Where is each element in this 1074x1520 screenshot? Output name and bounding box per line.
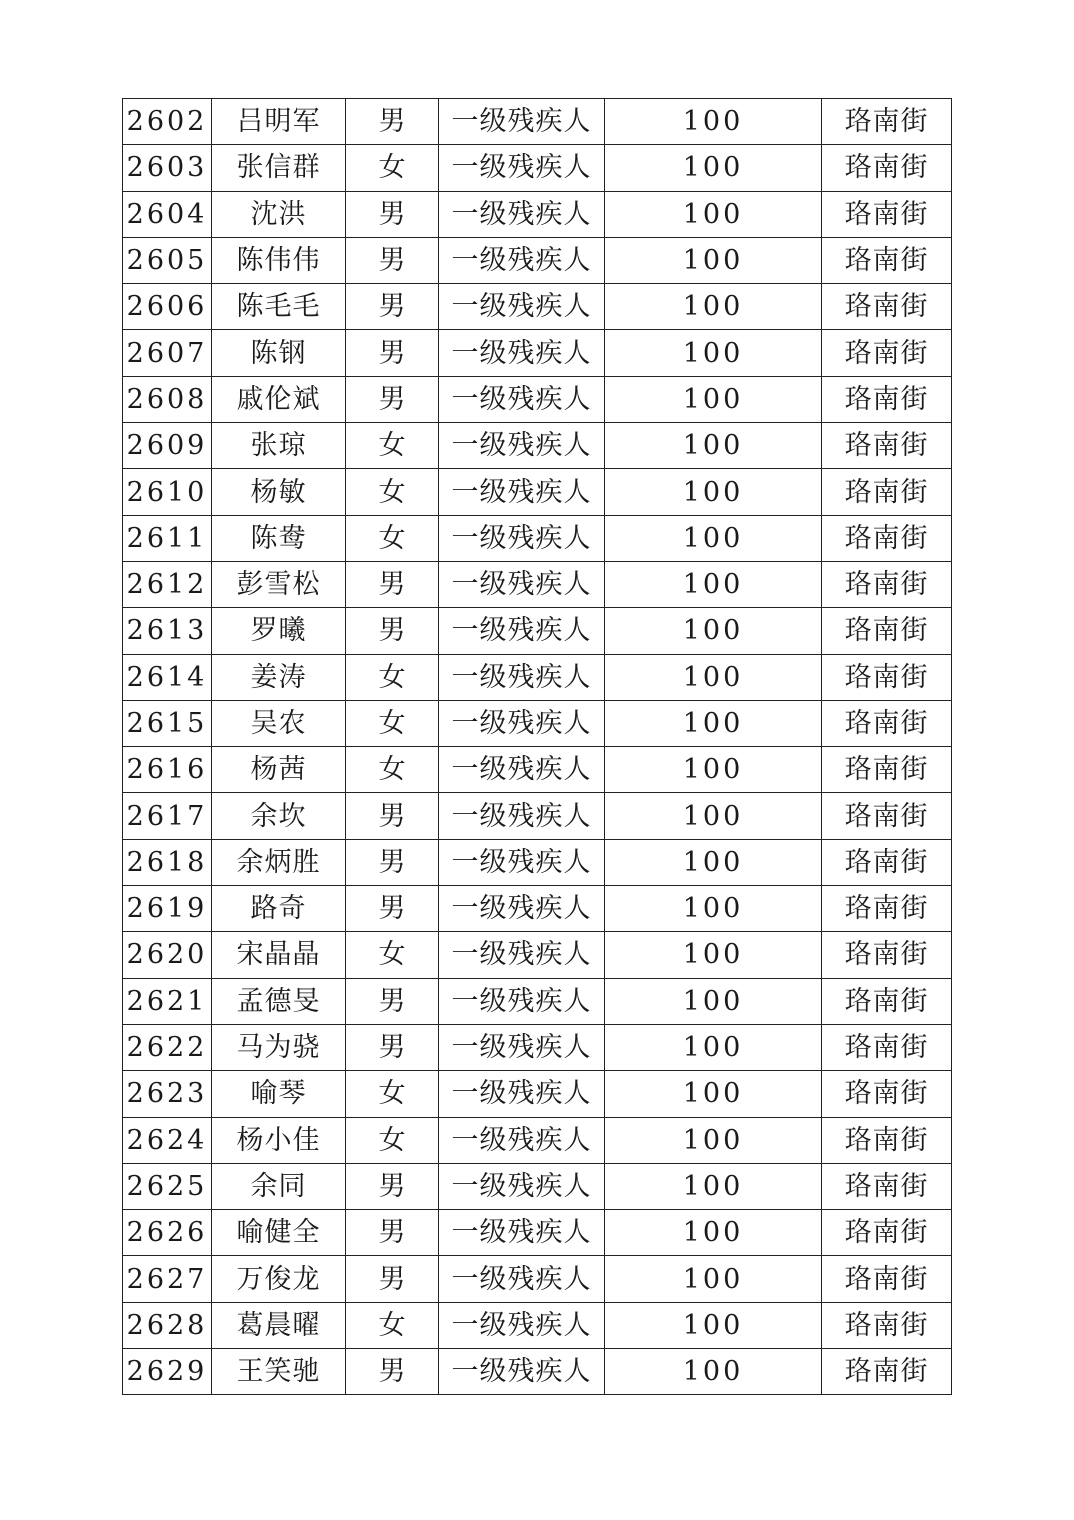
gender-cell: 男 [346,561,439,607]
table-row [123,1256,952,1302]
disability-category-cell: 一级残疾人 [439,654,605,700]
disability-category-cell: 一级残疾人 [439,1071,605,1117]
row-number-cell: 2618 [123,839,212,885]
amount-cell: 100 [605,561,822,607]
person-name-cell: 杨敏 [212,469,346,515]
gender-cell: 男 [346,1256,439,1302]
row-number-cell: 2628 [123,1302,212,1348]
disability-category-cell: 一级残疾人 [439,1117,605,1163]
table-row [123,330,952,376]
street-cell: 珞南街 [822,1071,952,1117]
street-cell: 珞南街 [822,469,952,515]
person-name-cell: 陈鸯 [212,515,346,561]
amount-cell: 100 [605,1210,822,1256]
disability-category-cell: 一级残疾人 [439,747,605,793]
table-row [123,1024,952,1070]
disability-category-cell: 一级残疾人 [439,608,605,654]
amount-cell: 100 [605,376,822,422]
street-cell: 珞南街 [822,747,952,793]
person-name-cell: 杨小佳 [212,1117,346,1163]
gender-cell: 女 [346,700,439,746]
row-number-cell: 2602 [123,99,212,145]
row-number-cell: 2627 [123,1256,212,1302]
table-row [123,747,952,793]
amount-cell: 100 [605,1302,822,1348]
street-cell: 珞南街 [822,1349,952,1395]
person-name-cell: 孟德旻 [212,978,346,1024]
street-cell: 珞南街 [822,561,952,607]
street-cell: 珞南街 [822,839,952,885]
person-name-cell: 张信群 [212,145,346,191]
row-number-cell: 2620 [123,932,212,978]
amount-cell: 100 [605,145,822,191]
row-number-cell: 2616 [123,747,212,793]
gender-cell: 女 [346,747,439,793]
gender-cell: 女 [346,654,439,700]
person-name-cell: 喻琴 [212,1071,346,1117]
street-cell: 珞南街 [822,99,952,145]
amount-cell: 100 [605,608,822,654]
row-number-cell: 2629 [123,1349,212,1395]
street-cell: 珞南街 [822,793,952,839]
gender-cell: 男 [346,1024,439,1070]
amount-cell: 100 [605,793,822,839]
person-name-cell: 杨茜 [212,747,346,793]
disability-category-cell: 一级残疾人 [439,561,605,607]
table-row [123,978,952,1024]
table-row [123,1210,952,1256]
row-number-cell: 2622 [123,1024,212,1070]
street-cell: 珞南街 [822,1210,952,1256]
amount-cell: 100 [605,469,822,515]
amount-cell: 100 [605,1117,822,1163]
row-number-cell: 2603 [123,145,212,191]
table-row [123,191,952,237]
gender-cell: 女 [346,515,439,561]
street-cell: 珞南街 [822,1024,952,1070]
table-row [123,561,952,607]
amount-cell: 100 [605,700,822,746]
street-cell: 珞南街 [822,700,952,746]
street-cell: 珞南街 [822,284,952,330]
row-number-cell: 2612 [123,561,212,607]
table-row [123,1349,952,1395]
street-cell: 珞南街 [822,886,952,932]
table-row [123,423,952,469]
person-name-cell: 陈毛毛 [212,284,346,330]
table-row [123,284,952,330]
row-number-cell: 2607 [123,330,212,376]
table-row [123,469,952,515]
gender-cell: 女 [346,1302,439,1348]
person-name-cell: 彭雪松 [212,561,346,607]
disability-category-cell: 一级残疾人 [439,284,605,330]
gender-cell: 女 [346,1071,439,1117]
gender-cell: 男 [346,608,439,654]
row-number-cell: 2625 [123,1163,212,1209]
row-number-cell: 2609 [123,423,212,469]
row-number-cell: 2614 [123,654,212,700]
street-cell: 珞南街 [822,932,952,978]
gender-cell: 男 [346,1349,439,1395]
row-number-cell: 2613 [123,608,212,654]
row-number-cell: 2623 [123,1071,212,1117]
disability-category-cell: 一级残疾人 [439,145,605,191]
row-number-cell: 2617 [123,793,212,839]
table-row [123,376,952,422]
gender-cell: 男 [346,978,439,1024]
disability-category-cell: 一级残疾人 [439,237,605,283]
disability-category-cell: 一级残疾人 [439,1349,605,1395]
gender-cell: 女 [346,932,439,978]
disability-category-cell: 一级残疾人 [439,1163,605,1209]
table-row [123,237,952,283]
gender-cell: 男 [346,237,439,283]
disability-category-cell: 一级残疾人 [439,793,605,839]
amount-cell: 100 [605,978,822,1024]
gender-cell: 男 [346,330,439,376]
person-name-cell: 陈钢 [212,330,346,376]
gender-cell: 男 [346,99,439,145]
amount-cell: 100 [605,1024,822,1070]
table-row [123,99,952,145]
table-row [123,608,952,654]
disability-category-cell: 一级残疾人 [439,423,605,469]
street-cell: 珞南街 [822,423,952,469]
roster-table [122,98,952,1395]
person-name-cell: 吕明军 [212,99,346,145]
row-number-cell: 2605 [123,237,212,283]
gender-cell: 男 [346,793,439,839]
amount-cell: 100 [605,423,822,469]
disability-category-cell: 一级残疾人 [439,1210,605,1256]
amount-cell: 100 [605,886,822,932]
person-name-cell: 万俊龙 [212,1256,346,1302]
person-name-cell: 张琼 [212,423,346,469]
amount-cell: 100 [605,1071,822,1117]
amount-cell: 100 [605,1163,822,1209]
row-number-cell: 2611 [123,515,212,561]
row-number-cell: 2610 [123,469,212,515]
amount-cell: 100 [605,237,822,283]
amount-cell: 100 [605,330,822,376]
person-name-cell: 马为骁 [212,1024,346,1070]
street-cell: 珞南街 [822,330,952,376]
row-number-cell: 2624 [123,1117,212,1163]
row-number-cell: 2619 [123,886,212,932]
gender-cell: 男 [346,839,439,885]
roster-table-body [123,99,952,1395]
person-name-cell: 余坎 [212,793,346,839]
disability-category-cell: 一级残疾人 [439,191,605,237]
row-number-cell: 2604 [123,191,212,237]
street-cell: 珞南街 [822,191,952,237]
amount-cell: 100 [605,747,822,793]
table-row [123,1163,952,1209]
amount-cell: 100 [605,654,822,700]
disability-category-cell: 一级残疾人 [439,839,605,885]
street-cell: 珞南街 [822,237,952,283]
gender-cell: 男 [346,886,439,932]
gender-cell: 男 [346,191,439,237]
gender-cell: 女 [346,469,439,515]
disability-category-cell: 一级残疾人 [439,376,605,422]
person-name-cell: 余同 [212,1163,346,1209]
street-cell: 珞南街 [822,1117,952,1163]
person-name-cell: 路奇 [212,886,346,932]
amount-cell: 100 [605,99,822,145]
amount-cell: 100 [605,1256,822,1302]
table-row [123,145,952,191]
street-cell: 珞南街 [822,145,952,191]
row-number-cell: 2608 [123,376,212,422]
table-row [123,1302,952,1348]
disability-category-cell: 一级残疾人 [439,515,605,561]
person-name-cell: 喻健全 [212,1210,346,1256]
person-name-cell: 余炳胜 [212,839,346,885]
table-row [123,793,952,839]
street-cell: 珞南街 [822,608,952,654]
disability-category-cell: 一级残疾人 [439,978,605,1024]
disability-category-cell: 一级残疾人 [439,330,605,376]
row-number-cell: 2606 [123,284,212,330]
amount-cell: 100 [605,1349,822,1395]
table-row [123,654,952,700]
person-name-cell: 吴农 [212,700,346,746]
disability-category-cell: 一级残疾人 [439,99,605,145]
amount-cell: 100 [605,284,822,330]
row-number-cell: 2621 [123,978,212,1024]
person-name-cell: 陈伟伟 [212,237,346,283]
gender-cell: 女 [346,1117,439,1163]
amount-cell: 100 [605,839,822,885]
street-cell: 珞南街 [822,376,952,422]
row-number-cell: 2626 [123,1210,212,1256]
row-number-cell: 2615 [123,700,212,746]
gender-cell: 男 [346,376,439,422]
amount-cell: 100 [605,515,822,561]
disability-category-cell: 一级残疾人 [439,469,605,515]
gender-cell: 男 [346,1210,439,1256]
amount-cell: 100 [605,191,822,237]
disability-category-cell: 一级残疾人 [439,1024,605,1070]
table-row [123,839,952,885]
gender-cell: 女 [346,423,439,469]
street-cell: 珞南街 [822,1302,952,1348]
table-row [123,932,952,978]
person-name-cell: 戚伦斌 [212,376,346,422]
disability-category-cell: 一级残疾人 [439,886,605,932]
person-name-cell: 葛晨曜 [212,1302,346,1348]
street-cell: 珞南街 [822,1256,952,1302]
street-cell: 珞南街 [822,978,952,1024]
person-name-cell: 沈洪 [212,191,346,237]
disability-category-cell: 一级残疾人 [439,1302,605,1348]
table-row [123,515,952,561]
disability-category-cell: 一级残疾人 [439,1256,605,1302]
person-name-cell: 姜涛 [212,654,346,700]
table-row [123,1117,952,1163]
gender-cell: 男 [346,284,439,330]
person-name-cell: 王笑驰 [212,1349,346,1395]
table-row [123,886,952,932]
amount-cell: 100 [605,932,822,978]
table-row [123,1071,952,1117]
disability-category-cell: 一级残疾人 [439,700,605,746]
person-name-cell: 罗曦 [212,608,346,654]
street-cell: 珞南街 [822,515,952,561]
gender-cell: 女 [346,145,439,191]
gender-cell: 男 [346,1163,439,1209]
street-cell: 珞南街 [822,654,952,700]
person-name-cell: 宋晶晶 [212,932,346,978]
street-cell: 珞南街 [822,1163,952,1209]
disability-category-cell: 一级残疾人 [439,932,605,978]
table-row [123,700,952,746]
